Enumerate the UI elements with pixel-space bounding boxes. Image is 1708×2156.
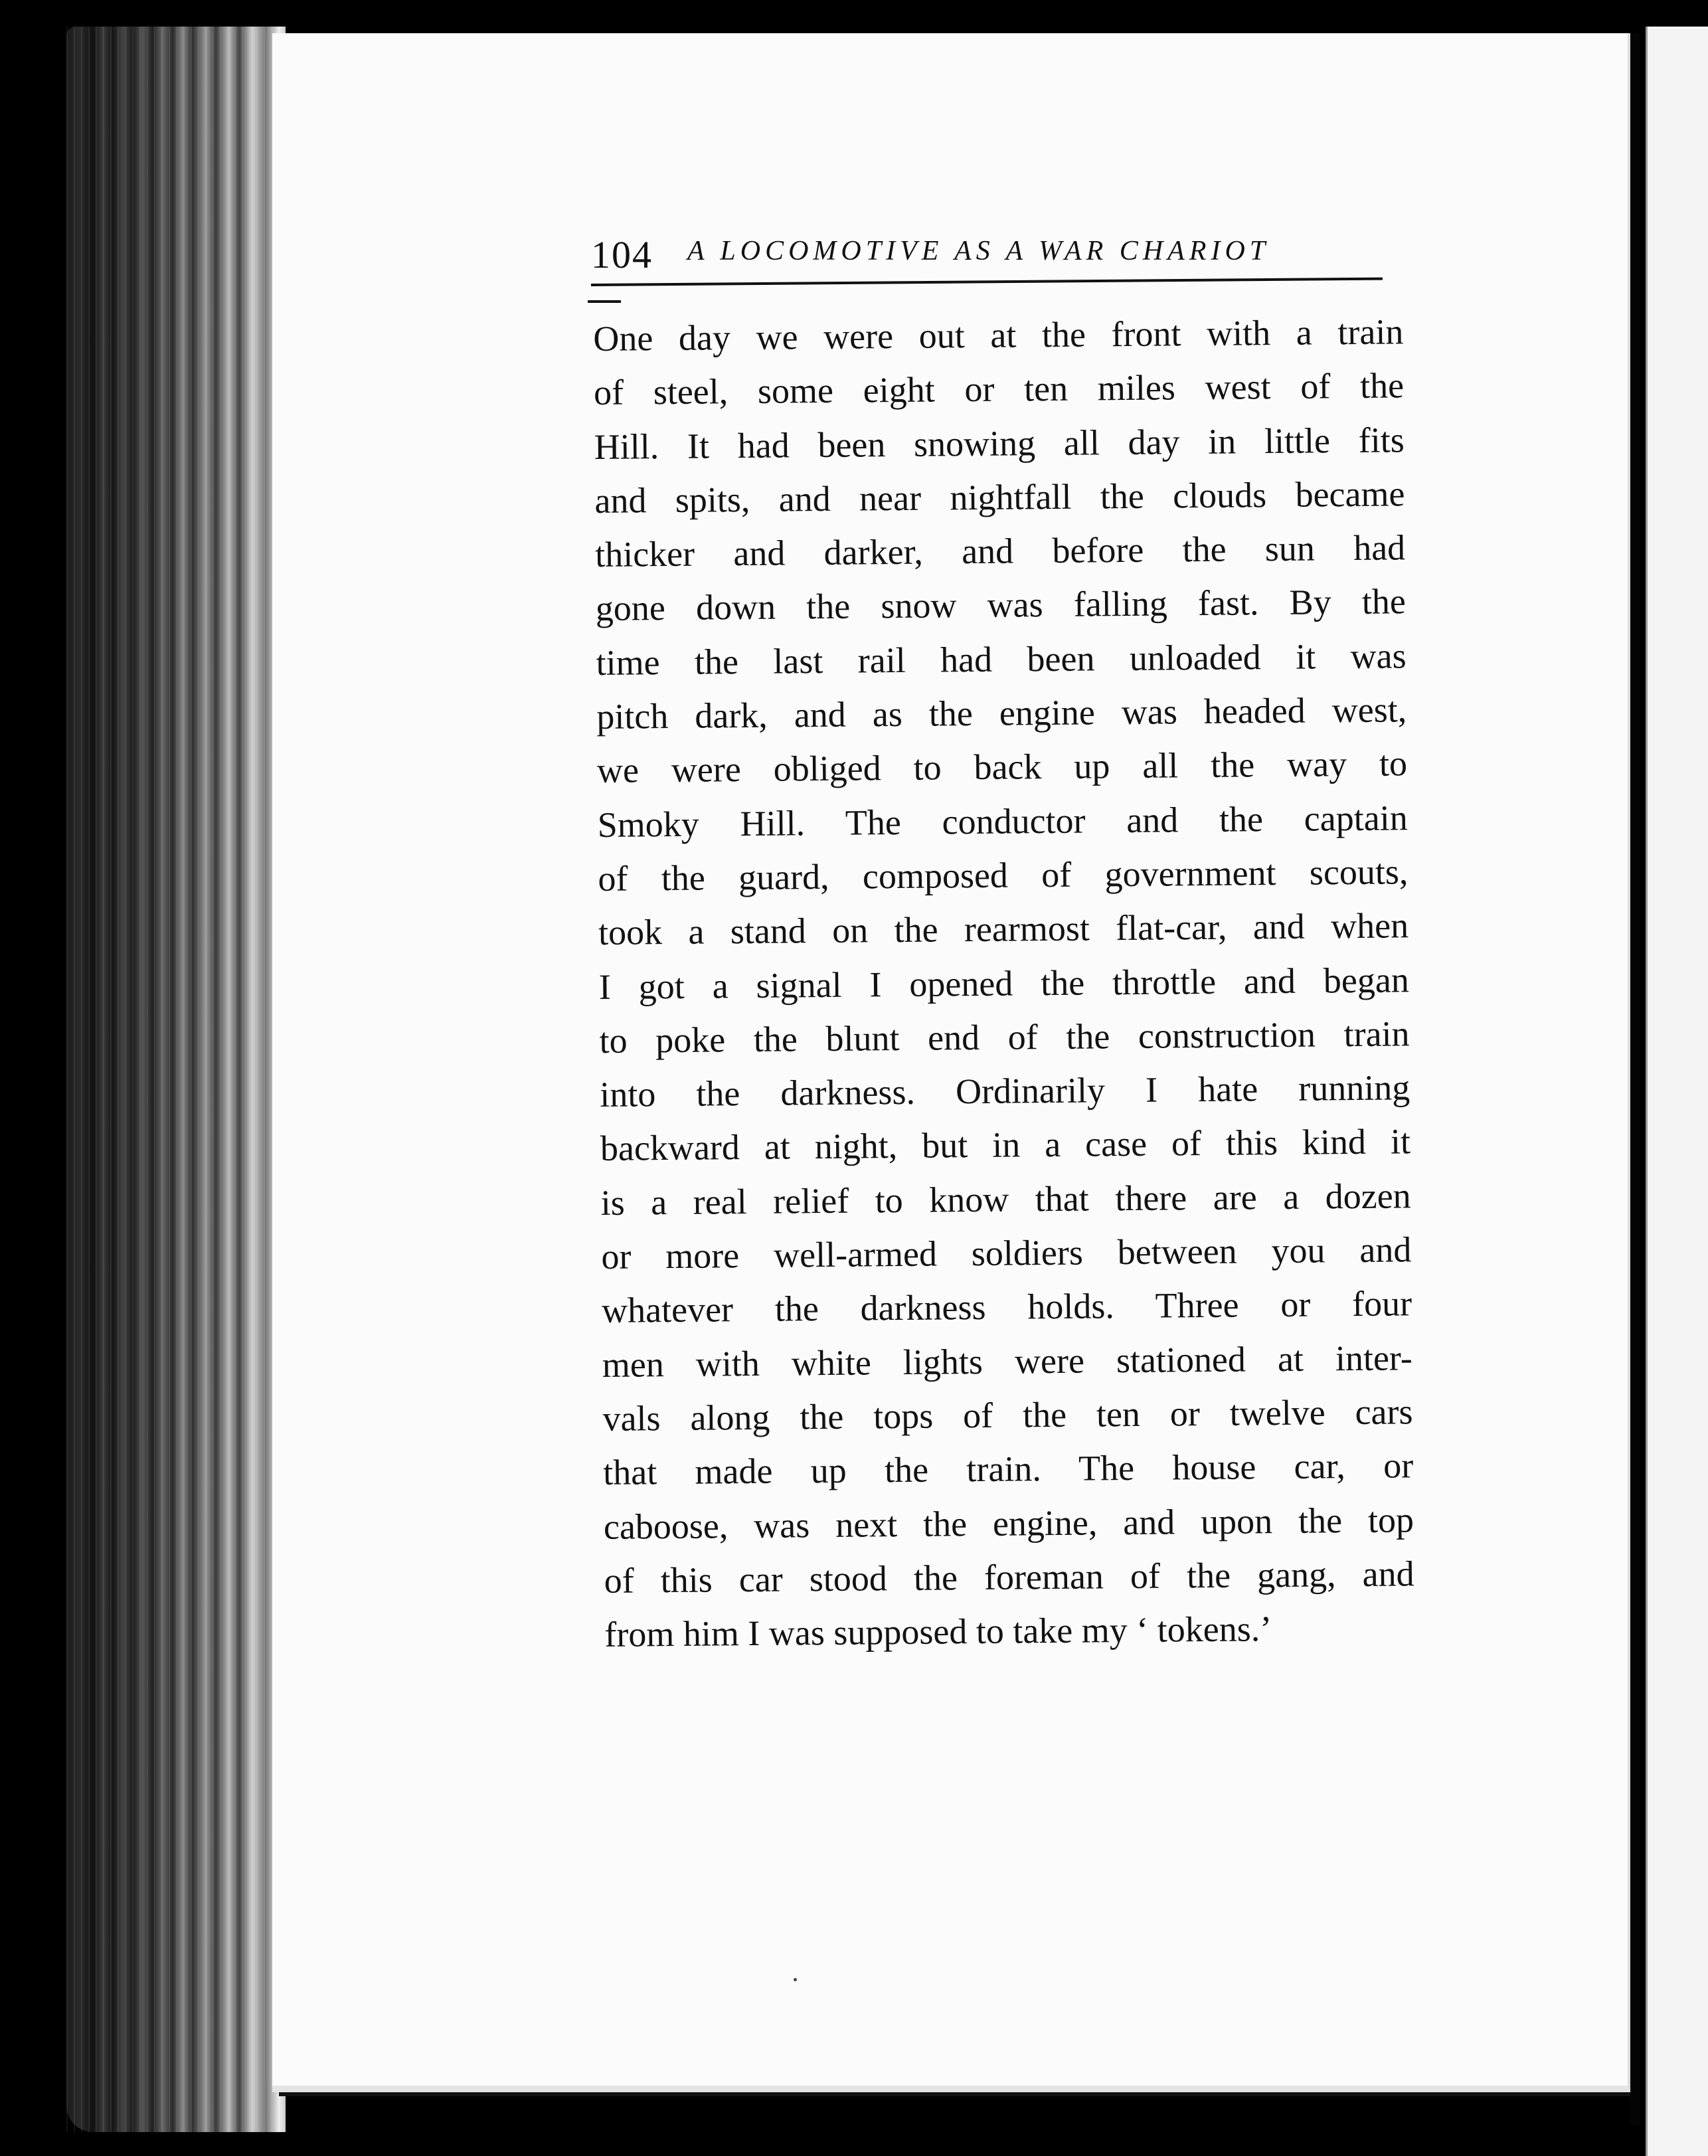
facing-page-sliver — [1646, 27, 1708, 2156]
text-line: caboose, was next the engine, and upon the top — [603, 1499, 1414, 1547]
text-line: Hill. It had been snowing all day in little fits — [594, 419, 1405, 467]
text-line: of steel, some eight or ten miles west of the — [593, 365, 1405, 413]
text-line: into the darkness. Ordinarily I hate running — [600, 1067, 1410, 1115]
text-line: is a real relief to know that there are a dozen — [600, 1176, 1411, 1223]
text-line: Smoky Hill. The conductor and the captain — [597, 797, 1408, 845]
page-bottom-edge — [279, 2092, 1634, 2096]
page-number: 104 — [591, 233, 653, 276]
text-line: that made up the train. The house car, or — [602, 1445, 1414, 1493]
header-rule-tick — [588, 300, 621, 303]
text-line: of this car stood the foreman of the gang, and — [604, 1554, 1414, 1601]
text-line: took a stand on the rearmost flat-car, and when — [598, 905, 1409, 953]
text-line: I got a signal I opened the throttle and began — [598, 959, 1410, 1007]
body-text — [593, 305, 1415, 1662]
text-line: One day we were out at the front with a train — [593, 312, 1404, 359]
text-line: or more well-armed soldiers between you and — [601, 1229, 1412, 1277]
running-title: A LOCOMOTIVE AS A WAR CHARIOT — [687, 236, 1270, 266]
book-page-edge-lines — [66, 27, 286, 2132]
text-line: and spits, and near nightfall the clouds became — [594, 474, 1405, 521]
text-line: men with white lights were stationed at inter- — [602, 1337, 1413, 1385]
text-line: whatever the darkness holds. Three or four — [601, 1283, 1412, 1331]
running-head — [591, 226, 1388, 286]
text-line: we were obliged to back up all the way to — [596, 743, 1408, 791]
text-line: backward at night, but in a case of this kind it — [600, 1121, 1411, 1169]
text-line: of the guard, composed of government scouts, — [598, 852, 1409, 899]
text-line: from him I was supposed to take my ‘ tokens.’ — [604, 1609, 1272, 1655]
book-gutter — [1630, 33, 1640, 2125]
text-line: gone down the snow was falling fast. By the — [595, 581, 1407, 629]
paper-speck — [794, 1978, 797, 1981]
text-line: vals along the tops of the ten or twelve cars — [602, 1392, 1413, 1439]
text-line: thicker and darker, and before the sun had — [594, 527, 1406, 575]
text-line: time the last rail had been unloaded it was — [596, 636, 1407, 683]
text-line: to poke the blunt end of the construction train — [599, 1014, 1410, 1061]
text-line: pitch dark, and as the engine was headed west, — [596, 689, 1407, 737]
